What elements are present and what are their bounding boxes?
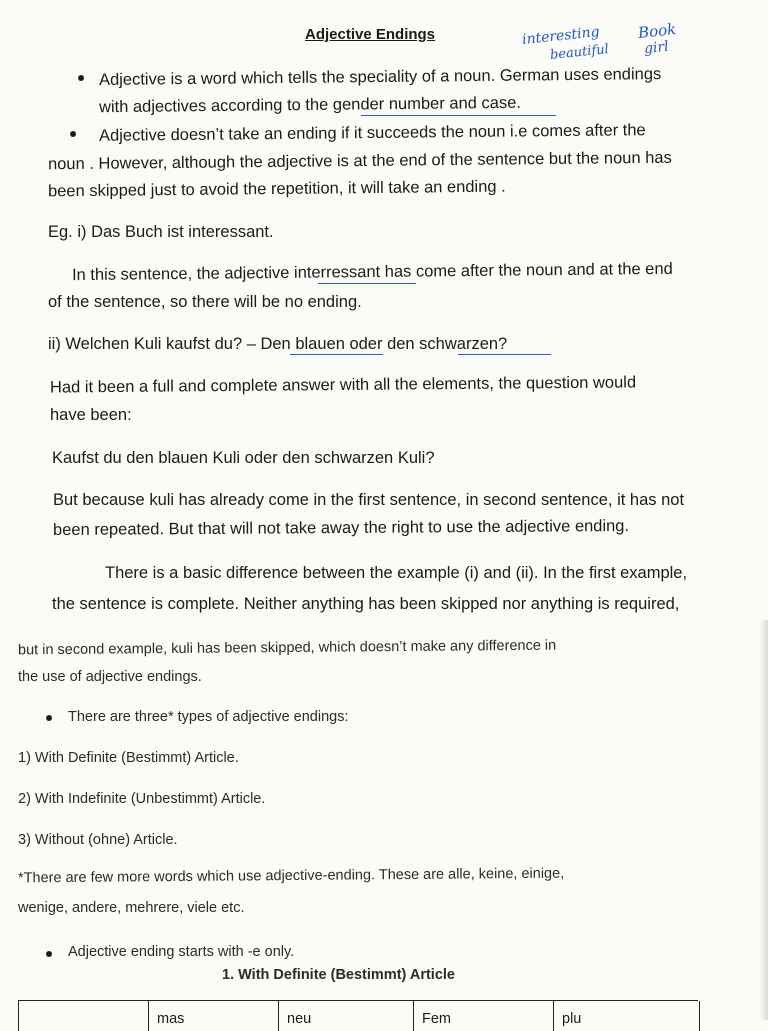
paragraph-3-line-2: been repeated. But that will not take away the right to use the adjective ending. — [52, 516, 630, 540]
list-item-3: 3) Without (ohne) Article. — [18, 832, 178, 848]
bullet-dot — [78, 75, 84, 81]
handwritten-underline — [361, 115, 556, 116]
handwritten-note-girl: girl — [643, 38, 670, 58]
bullet-dot — [46, 715, 52, 721]
bullet-1-line-2: with adjectives according to the gender number and case. — [98, 93, 522, 117]
bullet-2-line-2: noun . However, although the adjective is at the end of the sentence but the noun has — [47, 148, 672, 174]
table-header-text: mas — [157, 1011, 185, 1027]
handwritten-note-interesting: interesting — [521, 23, 601, 49]
bullet-dot — [70, 131, 76, 137]
bullet-4: Adjective ending starts with -e only. — [68, 944, 295, 960]
bullet-3: There are three* types of adjective endings: — [68, 709, 349, 725]
paragraph-4-line-1: There is a basic difference between the example (i) and (ii). In the first example, — [105, 564, 688, 582]
paragraph-2-line-2: have been: — [50, 406, 132, 424]
example-3: Kaufst du den blauen Kuli oder den schwarzen Kuli? — [52, 449, 435, 467]
bullet-1-line-1: Adjective is a word which tells the speciality of a noun. German uses endings — [98, 65, 662, 89]
endings-table-header — [18, 1000, 698, 1031]
table-header-text: plu — [562, 1011, 582, 1027]
page-title: Adjective Endings — [305, 26, 436, 43]
handwritten-note-book: Book — [637, 20, 678, 42]
paragraph-5-line-2: the use of adjective endings. — [18, 669, 202, 685]
list-item-2: 2) With Indefinite (Unbestimmt) Article. — [18, 791, 266, 807]
table-header-text: neu — [287, 1011, 312, 1027]
table-cell-empty — [18, 1001, 149, 1031]
table-header-fem — [413, 1001, 549, 1031]
example-1: Eg. i) Das Buch ist interessant. — [48, 223, 274, 241]
table-header-text: Fem — [422, 1011, 451, 1027]
handwritten-underline — [318, 283, 416, 284]
footnote-line-1: *There are few more words which use adjective-ending. These are alle, keine, einige, — [17, 865, 565, 887]
footnote-line-2: wenige, andere, mehrere, viele etc. — [18, 900, 245, 916]
paragraph-2-line-1: Had it been a full and complete answer with all the elements, the question would — [49, 373, 637, 397]
list-item-1: 1) With Definite (Bestimmt) Article. — [18, 750, 239, 766]
table-header-mas — [148, 1001, 279, 1031]
section-heading: 1. With Definite (Bestimmt) Article — [222, 967, 455, 983]
table-header-plu — [553, 1001, 700, 1031]
bullet-2-line-1: Adjective doesn’t take an ending if it succeeds the noun i.e comes after the — [98, 121, 646, 145]
paragraph-4-line-2: the sentence is complete. Neither anything has been skipped nor anything is required, — [52, 595, 680, 613]
handwritten-underline — [458, 354, 551, 355]
bullet-2-line-3: been skipped just to avoid the repetition, it will take an ending . — [47, 177, 506, 201]
handwritten-underline — [290, 354, 383, 355]
handwritten-note-beautiful: beautiful — [549, 41, 610, 64]
bullet-dot — [46, 951, 52, 957]
example-2: ii) Welchen Kuli kaufst du? – Den blauen oder den schwarzen? — [48, 335, 508, 353]
paragraph-1-line-2: of the sentence, so there will be no ending. — [48, 293, 362, 311]
paragraph-5-line-1: but in second example, kuli has been skipped, which doesn’t make any difference in — [17, 637, 557, 659]
page-edge-shadow — [760, 620, 768, 1020]
paragraph-3-line-1: But because kuli has already come in the first sentence, in second sentence, it has not — [53, 491, 685, 509]
paragraph-1-line-1: In this sentence, the adjective interressant has come after the noun and at the end — [71, 259, 673, 285]
table-header-neu — [278, 1001, 409, 1031]
